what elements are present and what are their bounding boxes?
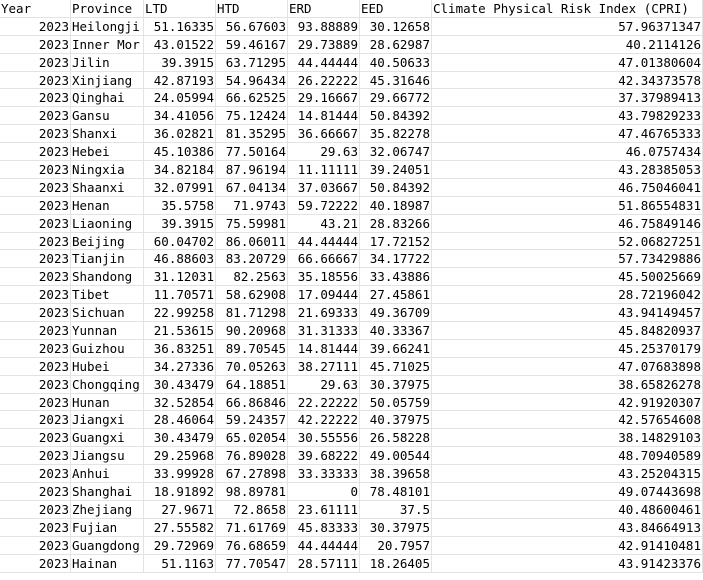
cell-ltd[interactable]: 45.10386 [144, 143, 216, 161]
table-row [0, 161, 703, 179]
cell-htd[interactable]: 66.86846 [216, 394, 288, 412]
cell-ltd[interactable]: 24.05994 [144, 89, 216, 107]
cell-eed[interactable]: 40.50633 [360, 54, 432, 72]
cell-cpri[interactable]: 49.07443698 [432, 483, 703, 501]
cell-htd[interactable]: 72.8658 [216, 501, 288, 519]
cell-province[interactable]: Hubei [71, 358, 144, 376]
table-row [0, 268, 703, 286]
cell-cpri[interactable]: 45.50025669 [432, 268, 703, 286]
cell-eed[interactable]: 78.48101 [360, 483, 432, 501]
cell-eed[interactable]: 18.26405 [360, 555, 432, 573]
cell-ltd[interactable]: 30.43479 [144, 429, 216, 447]
cell-erd[interactable]: 26.22222 [288, 72, 360, 90]
cell-htd[interactable]: 83.20729 [216, 250, 288, 268]
cell-province[interactable]: Gansu [71, 107, 144, 125]
cell-erd[interactable]: 11.11111 [288, 161, 360, 179]
cell-erd[interactable]: 35.18556 [288, 268, 360, 286]
cell-erd[interactable]: 45.83333 [288, 519, 360, 537]
cell-year[interactable]: 2023 [0, 18, 71, 36]
cell-htd[interactable]: 70.05263 [216, 358, 288, 376]
cell-year[interactable]: 2023 [0, 233, 71, 251]
cell-ltd[interactable]: 28.46064 [144, 411, 216, 429]
table-row [0, 233, 703, 251]
cell-ltd[interactable]: 31.12031 [144, 268, 216, 286]
cell-year[interactable]: 2023 [0, 89, 71, 107]
table-row [0, 179, 703, 197]
cell-erd[interactable]: 29.16667 [288, 89, 360, 107]
cell-cpri[interactable]: 57.96371347 [432, 18, 703, 36]
cell-ltd[interactable]: 35.5758 [144, 197, 216, 215]
cell-province[interactable]: Guizhou [71, 340, 144, 358]
cell-eed[interactable]: 45.71025 [360, 358, 432, 376]
cell-province[interactable]: Zhejiang [71, 501, 144, 519]
cell-erd[interactable]: 38.27111 [288, 358, 360, 376]
cell-erd[interactable]: 37.03667 [288, 179, 360, 197]
table-row [0, 429, 703, 447]
cell-year[interactable]: 2023 [0, 340, 71, 358]
cell-cpri[interactable]: 43.94149457 [432, 304, 703, 322]
cell-eed[interactable]: 50.05759 [360, 394, 432, 412]
cell-erd[interactable]: 28.57111 [288, 555, 360, 573]
cell-province[interactable]: Beijing [71, 233, 144, 251]
cell-cpri[interactable]: 28.72196042 [432, 286, 703, 304]
cell-eed[interactable]: 29.66772 [360, 89, 432, 107]
cell-ltd[interactable]: 32.07991 [144, 179, 216, 197]
cell-ltd[interactable]: 60.04702 [144, 233, 216, 251]
table-row [0, 250, 703, 268]
cell-htd[interactable]: 67.27898 [216, 465, 288, 483]
header-cell-ltd[interactable]: LTD [144, 0, 216, 18]
cell-erd[interactable]: 29.73889 [288, 36, 360, 54]
cell-cpri[interactable]: 46.75849146 [432, 215, 703, 233]
header-cell-htd[interactable]: HTD [216, 0, 288, 18]
cell-erd[interactable]: 59.72222 [288, 197, 360, 215]
cell-year[interactable]: 2023 [0, 72, 71, 90]
cell-ltd[interactable]: 39.3915 [144, 215, 216, 233]
cell-erd[interactable]: 42.22222 [288, 411, 360, 429]
table-body [0, 18, 703, 573]
cell-year[interactable]: 2023 [0, 483, 71, 501]
table-row [0, 143, 703, 161]
table-row [0, 322, 703, 340]
cell-eed[interactable]: 28.83266 [360, 215, 432, 233]
table-row [0, 358, 703, 376]
cell-year[interactable]: 2023 [0, 197, 71, 215]
cell-province[interactable]: Heilongji [71, 18, 144, 36]
cell-year[interactable]: 2023 [0, 519, 71, 537]
cell-year[interactable]: 2023 [0, 501, 71, 519]
header-cell-year[interactable]: Year [0, 0, 71, 18]
cell-htd[interactable]: 67.04134 [216, 179, 288, 197]
cell-htd[interactable]: 64.18851 [216, 376, 288, 394]
cell-province[interactable]: Henan [71, 197, 144, 215]
table-row [0, 89, 703, 107]
cell-erd[interactable]: 29.63 [288, 376, 360, 394]
cell-htd[interactable]: 82.2563 [216, 268, 288, 286]
cell-erd[interactable]: 0 [288, 483, 360, 501]
cell-htd[interactable]: 90.20968 [216, 322, 288, 340]
header-cell-eed[interactable]: EED [360, 0, 432, 18]
cell-htd[interactable]: 75.12424 [216, 107, 288, 125]
cell-erd[interactable]: 39.68222 [288, 447, 360, 465]
cell-erd[interactable]: 21.69333 [288, 304, 360, 322]
cell-htd[interactable]: 71.9743 [216, 197, 288, 215]
cell-erd[interactable]: 14.81444 [288, 340, 360, 358]
cell-cpri[interactable]: 48.70940589 [432, 447, 703, 465]
cell-cpri[interactable]: 43.25204315 [432, 465, 703, 483]
cell-eed[interactable]: 38.39658 [360, 465, 432, 483]
cell-htd[interactable]: 59.46167 [216, 36, 288, 54]
cell-province[interactable]: Shanxi [71, 125, 144, 143]
cell-province[interactable]: Jiangsu [71, 447, 144, 465]
cell-ltd[interactable]: 39.3915 [144, 54, 216, 72]
cell-htd[interactable]: 58.62908 [216, 286, 288, 304]
cell-htd[interactable]: 98.89781 [216, 483, 288, 501]
cell-cpri[interactable]: 38.14829103 [432, 429, 703, 447]
cell-province[interactable]: Fujian [71, 519, 144, 537]
cell-cpri[interactable]: 47.01380604 [432, 54, 703, 72]
table-row [0, 340, 703, 358]
cell-province[interactable]: Guangdong [71, 537, 144, 555]
cell-eed[interactable]: 50.84392 [360, 179, 432, 197]
cell-eed[interactable]: 30.12658 [360, 18, 432, 36]
cell-htd[interactable]: 81.71298 [216, 304, 288, 322]
cell-year[interactable]: 2023 [0, 268, 71, 286]
cell-htd[interactable]: 66.62525 [216, 89, 288, 107]
cell-htd[interactable]: 76.68659 [216, 537, 288, 555]
cell-year[interactable]: 2023 [0, 376, 71, 394]
cell-province[interactable]: Chongqing [71, 376, 144, 394]
cell-province[interactable]: Jilin [71, 54, 144, 72]
cell-ltd[interactable]: 32.52854 [144, 394, 216, 412]
cell-year[interactable]: 2023 [0, 358, 71, 376]
cell-erd[interactable]: 44.44444 [288, 233, 360, 251]
table-row [0, 394, 703, 412]
cell-ltd[interactable]: 33.99928 [144, 465, 216, 483]
header-cell-erd[interactable]: ERD [288, 0, 360, 18]
cell-ltd[interactable]: 36.02821 [144, 125, 216, 143]
cell-htd[interactable]: 87.96194 [216, 161, 288, 179]
table-row [0, 107, 703, 125]
cell-province[interactable]: Shaanxi [71, 179, 144, 197]
cell-erd[interactable]: 93.88889 [288, 18, 360, 36]
cell-eed[interactable]: 35.82278 [360, 125, 432, 143]
cell-ltd[interactable]: 29.25968 [144, 447, 216, 465]
cell-cpri[interactable]: 43.91423376 [432, 555, 703, 573]
cell-province[interactable]: Hunan [71, 394, 144, 412]
cell-htd[interactable]: 76.89028 [216, 447, 288, 465]
table-row [0, 555, 703, 573]
cell-year[interactable]: 2023 [0, 125, 71, 143]
cell-cpri[interactable]: 43.28385053 [432, 161, 703, 179]
table-row [0, 215, 703, 233]
cell-province[interactable]: Ningxia [71, 161, 144, 179]
cell-eed[interactable]: 49.00544 [360, 447, 432, 465]
cell-eed[interactable]: 39.66241 [360, 340, 432, 358]
cell-year[interactable]: 2023 [0, 250, 71, 268]
cell-cpri[interactable]: 37.37989413 [432, 89, 703, 107]
cell-htd[interactable]: 65.02054 [216, 429, 288, 447]
cell-ltd[interactable]: 51.1163 [144, 555, 216, 573]
cell-year[interactable]: 2023 [0, 429, 71, 447]
cell-province[interactable]: Hebei [71, 143, 144, 161]
cell-eed[interactable]: 40.37975 [360, 411, 432, 429]
cell-year[interactable]: 2023 [0, 54, 71, 72]
cell-cpri[interactable]: 42.91410481 [432, 537, 703, 555]
cell-year[interactable]: 2023 [0, 447, 71, 465]
cell-year[interactable]: 2023 [0, 411, 71, 429]
cell-htd[interactable]: 81.35295 [216, 125, 288, 143]
cell-eed[interactable]: 27.45861 [360, 286, 432, 304]
cell-province[interactable]: Shandong [71, 268, 144, 286]
table-row [0, 36, 703, 54]
cell-eed[interactable]: 50.84392 [360, 107, 432, 125]
cell-erd[interactable]: 23.61111 [288, 501, 360, 519]
cell-province[interactable]: Tibet [71, 286, 144, 304]
cell-htd[interactable]: 77.50164 [216, 143, 288, 161]
cell-cpri[interactable]: 40.48600461 [432, 501, 703, 519]
cell-ltd[interactable]: 36.83251 [144, 340, 216, 358]
cell-year[interactable]: 2023 [0, 304, 71, 322]
cell-cpri[interactable]: 46.75046041 [432, 179, 703, 197]
cell-htd[interactable]: 56.67603 [216, 18, 288, 36]
cell-year[interactable]: 2023 [0, 322, 71, 340]
table-row [0, 286, 703, 304]
cell-eed[interactable]: 17.72152 [360, 233, 432, 251]
cell-ltd[interactable]: 34.82184 [144, 161, 216, 179]
cell-province[interactable]: Shanghai [71, 483, 144, 501]
cell-ltd[interactable]: 51.16335 [144, 18, 216, 36]
cell-province[interactable]: Jiangxi [71, 411, 144, 429]
table-row [0, 125, 703, 143]
table-row [0, 519, 703, 537]
cell-htd[interactable]: 86.06011 [216, 233, 288, 251]
cell-htd[interactable]: 71.61769 [216, 519, 288, 537]
cell-erd[interactable]: 22.22222 [288, 394, 360, 412]
cell-eed[interactable]: 40.33367 [360, 322, 432, 340]
cell-erd[interactable]: 14.81444 [288, 107, 360, 125]
table-row [0, 465, 703, 483]
table-row [0, 537, 703, 555]
cell-eed[interactable]: 37.5 [360, 501, 432, 519]
cell-erd[interactable]: 43.21 [288, 215, 360, 233]
cell-htd[interactable]: 59.24357 [216, 411, 288, 429]
cell-eed[interactable]: 45.31646 [360, 72, 432, 90]
table-row [0, 483, 703, 501]
cell-eed[interactable]: 49.36709 [360, 304, 432, 322]
cell-province[interactable]: Inner Mor [71, 36, 144, 54]
cell-ltd[interactable]: 30.43479 [144, 376, 216, 394]
cell-cpri[interactable]: 38.65826278 [432, 376, 703, 394]
cell-year[interactable]: 2023 [0, 215, 71, 233]
cell-province[interactable]: Guangxi [71, 429, 144, 447]
table-row [0, 376, 703, 394]
cell-erd[interactable]: 66.66667 [288, 250, 360, 268]
cell-ltd[interactable]: 18.91892 [144, 483, 216, 501]
cell-htd[interactable]: 77.70547 [216, 555, 288, 573]
cell-year[interactable]: 2023 [0, 394, 71, 412]
cell-eed[interactable]: 26.58228 [360, 429, 432, 447]
cell-ltd[interactable]: 21.53615 [144, 322, 216, 340]
cell-erd[interactable]: 17.09444 [288, 286, 360, 304]
cell-ltd[interactable]: 34.41056 [144, 107, 216, 125]
cell-year[interactable]: 2023 [0, 36, 71, 54]
cell-cpri[interactable]: 42.91920307 [432, 394, 703, 412]
cell-ltd[interactable]: 34.27336 [144, 358, 216, 376]
cell-province[interactable]: Liaoning [71, 215, 144, 233]
cell-cpri[interactable]: 45.84820937 [432, 322, 703, 340]
cell-ltd[interactable]: 46.88603 [144, 250, 216, 268]
table-row [0, 54, 703, 72]
cell-erd[interactable]: 31.31333 [288, 322, 360, 340]
cell-erd[interactable]: 36.66667 [288, 125, 360, 143]
cell-year[interactable]: 2023 [0, 555, 71, 573]
cell-province[interactable]: Qinghai [71, 89, 144, 107]
cell-province[interactable]: Tianjin [71, 250, 144, 268]
cell-eed[interactable]: 30.37975 [360, 519, 432, 537]
cell-erd[interactable]: 44.44444 [288, 537, 360, 555]
cell-erd[interactable]: 29.63 [288, 143, 360, 161]
cell-year[interactable]: 2023 [0, 179, 71, 197]
cell-ltd[interactable]: 27.9671 [144, 501, 216, 519]
cell-cpri[interactable]: 46.0757434 [432, 143, 703, 161]
header-row [0, 0, 703, 18]
table-row [0, 72, 703, 90]
cell-eed[interactable]: 34.17722 [360, 250, 432, 268]
header-cell-cpri[interactable]: Climate Physical Risk Index (CPRI) [432, 0, 703, 18]
cell-ltd[interactable]: 42.87193 [144, 72, 216, 90]
cell-cpri[interactable]: 52.06827251 [432, 233, 703, 251]
cell-htd[interactable]: 63.71295 [216, 54, 288, 72]
cell-cpri[interactable]: 47.46765333 [432, 125, 703, 143]
cell-year[interactable]: 2023 [0, 107, 71, 125]
cell-province[interactable]: Anhui [71, 465, 144, 483]
cell-erd[interactable]: 44.44444 [288, 54, 360, 72]
cell-erd[interactable]: 30.55556 [288, 429, 360, 447]
cell-cpri[interactable]: 43.84664913 [432, 519, 703, 537]
cell-htd[interactable]: 54.96434 [216, 72, 288, 90]
cell-cpri[interactable]: 57.73429886 [432, 250, 703, 268]
table-row [0, 411, 703, 429]
cell-year[interactable]: 2023 [0, 143, 71, 161]
cell-cpri[interactable]: 43.79829233 [432, 107, 703, 125]
cell-province[interactable]: Sichuan [71, 304, 144, 322]
cell-eed[interactable]: 32.06747 [360, 143, 432, 161]
cell-year[interactable]: 2023 [0, 465, 71, 483]
cell-htd[interactable]: 89.70545 [216, 340, 288, 358]
cell-ltd[interactable]: 27.55582 [144, 519, 216, 537]
cell-ltd[interactable]: 22.99258 [144, 304, 216, 322]
cell-year[interactable]: 2023 [0, 286, 71, 304]
cell-province[interactable]: Hainan [71, 555, 144, 573]
cell-province[interactable]: Yunnan [71, 322, 144, 340]
table-row [0, 447, 703, 465]
cell-cpri[interactable]: 45.25370179 [432, 340, 703, 358]
cell-province[interactable]: Xinjiang [71, 72, 144, 90]
cell-year[interactable]: 2023 [0, 161, 71, 179]
cell-erd[interactable]: 33.33333 [288, 465, 360, 483]
cell-ltd[interactable]: 43.01522 [144, 36, 216, 54]
table-row [0, 197, 703, 215]
cell-eed[interactable]: 33.43886 [360, 268, 432, 286]
cell-cpri[interactable]: 47.07683898 [432, 358, 703, 376]
cell-eed[interactable]: 40.18987 [360, 197, 432, 215]
cell-cpri[interactable]: 42.57654608 [432, 411, 703, 429]
header-cell-province[interactable]: Province [71, 0, 144, 18]
cell-eed[interactable]: 28.62987 [360, 36, 432, 54]
cell-eed[interactable]: 30.37975 [360, 376, 432, 394]
cell-cpri[interactable]: 51.86554831 [432, 197, 703, 215]
cell-year[interactable]: 2023 [0, 537, 71, 555]
cell-ltd[interactable]: 29.72969 [144, 537, 216, 555]
table-row [0, 18, 703, 36]
cell-cpri[interactable]: 40.2114126 [432, 36, 703, 54]
cell-cpri[interactable]: 42.34373578 [432, 72, 703, 90]
cell-eed[interactable]: 39.24051 [360, 161, 432, 179]
cell-htd[interactable]: 75.59981 [216, 215, 288, 233]
cell-eed[interactable]: 20.7957 [360, 537, 432, 555]
table-row [0, 304, 703, 322]
cell-ltd[interactable]: 11.70571 [144, 286, 216, 304]
table-row [0, 501, 703, 519]
